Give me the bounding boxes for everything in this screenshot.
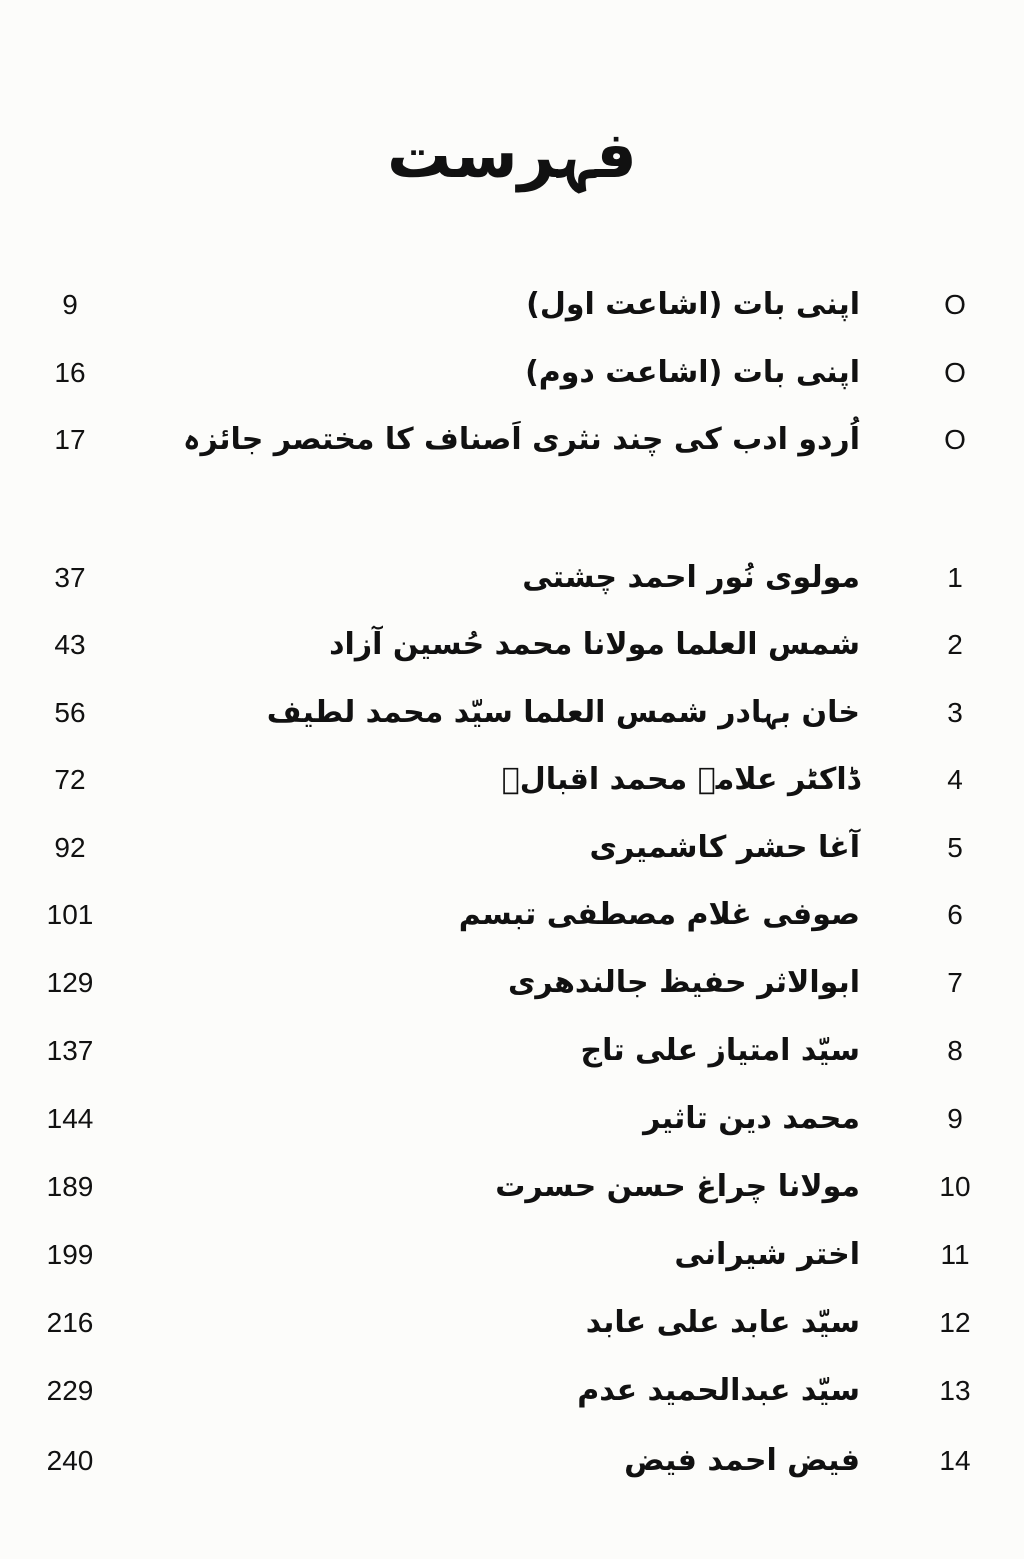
chapter-number: 7	[947, 967, 963, 998]
entry-title: فیض احمد فیض	[624, 1443, 860, 1478]
page-title: فہرست	[387, 119, 637, 193]
toc-entry-chapter-6[interactable]	[0, 885, 1024, 945]
page-number: 9	[62, 289, 78, 320]
entry-title: اختر شیرانی	[674, 1237, 860, 1272]
entry-title: اپنی بات (اشاعت اول)	[526, 287, 860, 322]
toc-entry-chapter-8[interactable]	[0, 1021, 1024, 1081]
page-number: 37	[54, 562, 86, 593]
page-number: 92	[54, 832, 86, 863]
bullet-marker: O	[944, 289, 966, 320]
page-number: 189	[46, 1171, 94, 1202]
chapter-number: 4	[947, 764, 963, 795]
page-number: 129	[46, 967, 94, 998]
entry-title: خان بہادر شمس العلما سیّد محمد لطیف	[266, 695, 860, 730]
chapter-number: 12	[939, 1307, 971, 1338]
toc-entry-chapter-10[interactable]	[0, 1157, 1024, 1217]
toc-entry-chapter-5[interactable]	[0, 818, 1024, 878]
page-number: 72	[54, 764, 86, 795]
toc-entry-chapter-13[interactable]	[0, 1361, 1024, 1421]
chapter-number: 14	[939, 1445, 971, 1476]
entry-title: مولوی نُور احمد چشتی	[522, 560, 860, 595]
page-number: 56	[54, 697, 86, 728]
page-number: 199	[46, 1239, 94, 1270]
chapter-number: 8	[947, 1035, 963, 1066]
page-number: 137	[46, 1035, 94, 1066]
chapter-number: 3	[947, 697, 963, 728]
toc-entry-preface-3[interactable]	[0, 410, 1024, 470]
toc-entry-chapter-14[interactable]	[0, 1431, 1024, 1491]
toc-entry-chapter-1[interactable]	[0, 548, 1024, 608]
page-number: 240	[46, 1445, 94, 1476]
bullet-marker: O	[944, 357, 966, 388]
entry-title: اپنی بات (اشاعت دوم)	[525, 355, 860, 390]
chapter-number: 1	[947, 562, 963, 593]
chapter-number: 6	[947, 899, 963, 930]
toc-entry-chapter-7[interactable]	[0, 953, 1024, 1013]
entry-title: آغا حشر کاشمیری	[589, 830, 860, 865]
entry-title: ڈاکٹر علامہ محمد اقبالؒ	[501, 762, 860, 797]
toc-entry-chapter-9[interactable]	[0, 1089, 1024, 1149]
page-number: 229	[46, 1375, 94, 1406]
page-number: 216	[46, 1307, 94, 1338]
toc-entry-preface-2[interactable]	[0, 343, 1024, 403]
entry-title: صوفی غلام مصطفی تبسم	[458, 897, 860, 932]
entry-title: اُردو ادب کی چند نثری اَصناف کا مختصر جائزہ	[182, 422, 860, 457]
entry-title: ابوالاثر حفیظ جالندھری	[507, 965, 860, 1000]
chapter-number: 2	[947, 629, 963, 660]
page-number: 17	[54, 424, 86, 455]
entry-title: شمس العلما مولانا محمد حُسین آزاد	[329, 627, 860, 662]
chapter-number: 13	[939, 1375, 971, 1406]
toc-entry-chapter-4[interactable]	[0, 750, 1024, 810]
entry-title: سیّد عابد علی عابد	[585, 1305, 860, 1340]
page-number: 144	[46, 1103, 94, 1134]
entry-title: محمد دین تاثیر	[643, 1101, 860, 1136]
entry-title: سیّد امتیاز علی تاج	[580, 1033, 860, 1068]
chapter-number: 11	[940, 1239, 970, 1270]
toc-entry-chapter-3[interactable]	[0, 683, 1024, 743]
entry-title: سیّد عبدالحمید عدم	[577, 1373, 860, 1408]
toc-entry-chapter-11[interactable]	[0, 1225, 1024, 1285]
bullet-marker: O	[944, 424, 966, 455]
chapter-number: 5	[947, 832, 963, 863]
chapter-number: 9	[947, 1103, 963, 1134]
toc-entry-preface-1[interactable]	[0, 275, 1024, 335]
toc-entry-chapter-12[interactable]	[0, 1293, 1024, 1353]
toc-entry-chapter-2[interactable]	[0, 615, 1024, 675]
chapter-number: 10	[939, 1171, 971, 1202]
page-number: 43	[54, 629, 86, 660]
entry-title: مولانا چراغ حسن حسرت	[495, 1169, 860, 1204]
page-number: 16	[54, 357, 86, 388]
page-number: 101	[46, 899, 94, 930]
